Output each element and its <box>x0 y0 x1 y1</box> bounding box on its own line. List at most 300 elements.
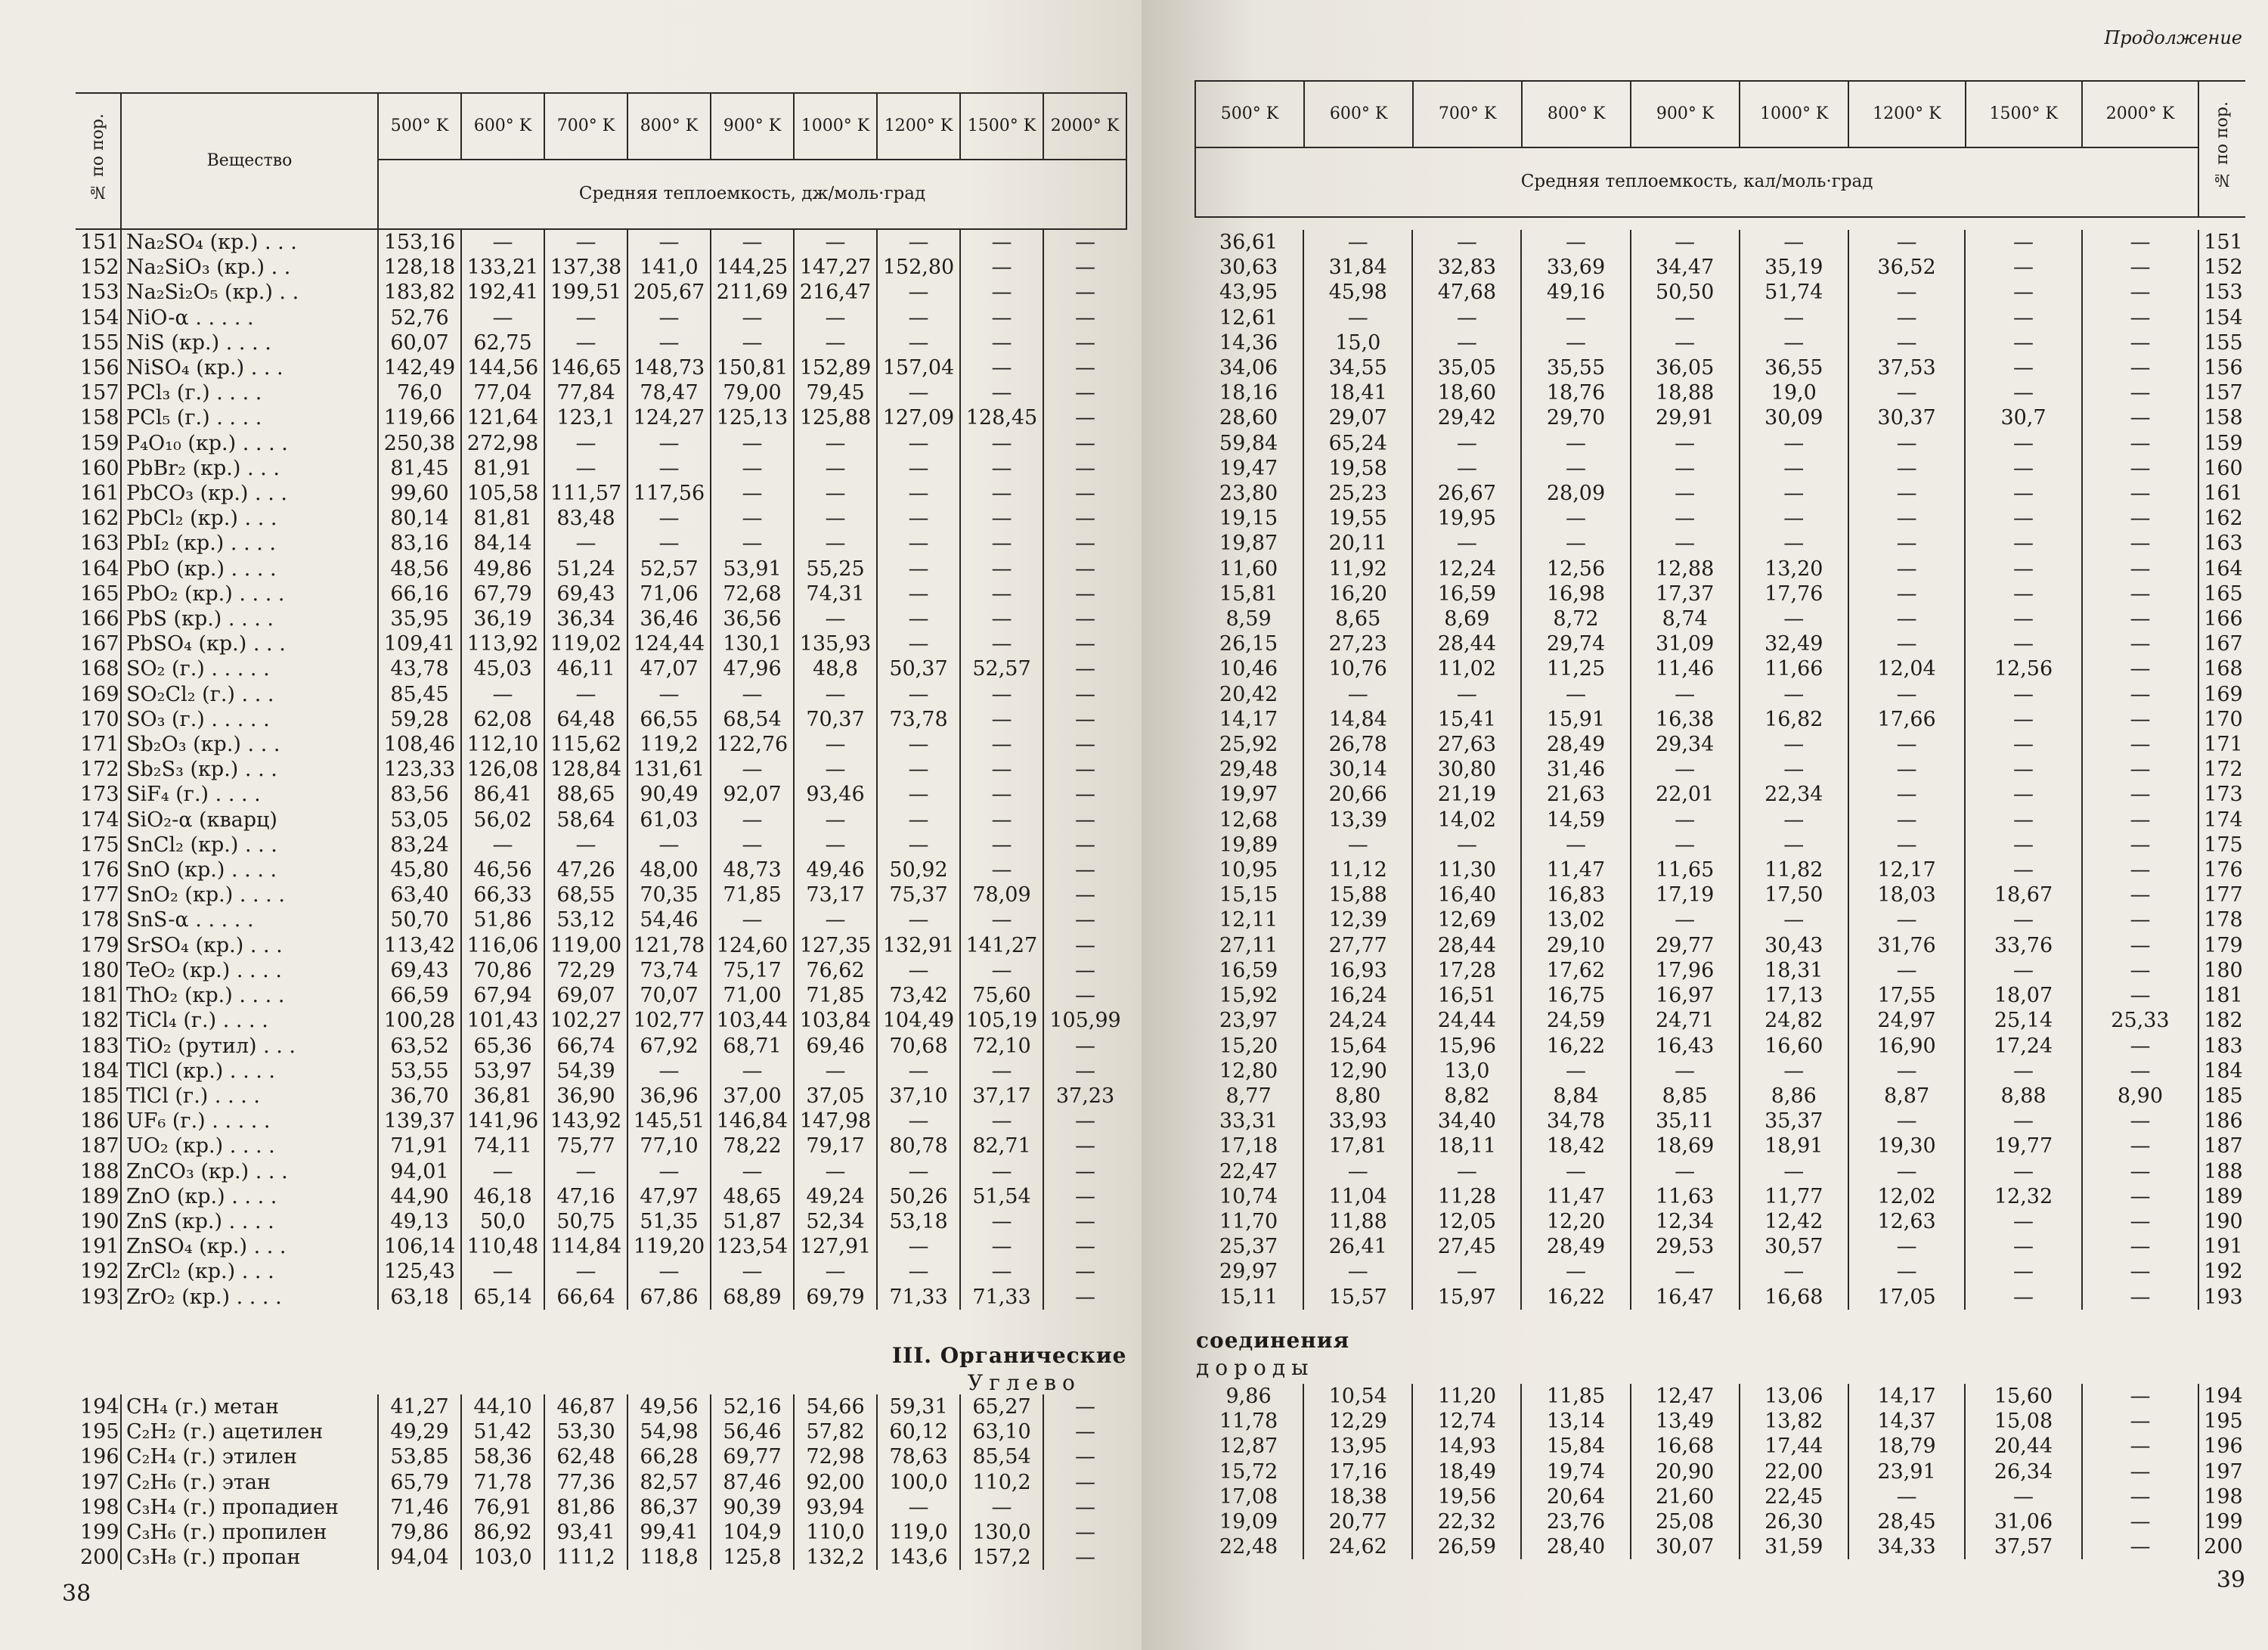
heat-capacity-value: — <box>1965 757 2081 782</box>
table-row <box>1194 456 2245 481</box>
heat-capacity-value: 28,49 <box>1521 732 1630 757</box>
heat-capacity-value: — <box>1740 757 1848 782</box>
table-row <box>1194 1184 2245 1209</box>
heat-capacity-value: 84,14 <box>461 531 544 556</box>
heat-capacity-value: — <box>877 280 960 305</box>
heat-capacity-value: 71,85 <box>794 983 877 1008</box>
heat-capacity-value: — <box>1965 506 2081 531</box>
substance-name: C₂H₆ (г.) этан <box>121 1470 378 1495</box>
heat-capacity-value: — <box>877 380 960 405</box>
heat-capacity-value: 54,39 <box>544 1059 627 1084</box>
heat-capacity-value: 31,59 <box>1740 1534 1848 1559</box>
heat-capacity-value: 81,91 <box>461 456 544 481</box>
temp-header: 1000° K <box>1740 81 1848 147</box>
heat-capacity-value: 53,91 <box>711 557 794 582</box>
row-number: 182 <box>2198 1008 2245 1033</box>
heat-capacity-value: — <box>1740 481 1848 506</box>
heat-capacity-value: 33,76 <box>1965 933 2081 958</box>
heat-capacity-value: 63,40 <box>378 882 461 907</box>
heat-capacity-value: — <box>1521 506 1630 531</box>
heat-capacity-value: 69,79 <box>794 1285 877 1310</box>
heat-capacity-value: 118,8 <box>627 1545 711 1570</box>
heat-capacity-value: — <box>461 305 544 330</box>
row-number: 180 <box>2198 958 2245 983</box>
heat-capacity-value: — <box>960 1059 1043 1084</box>
table-row <box>1194 557 2245 582</box>
substance-name: C₃H₄ (г.) пропадиен <box>121 1495 378 1520</box>
heat-capacity-value: — <box>1631 1159 1740 1184</box>
substance-name: CH₄ (г.) метан <box>121 1394 378 1419</box>
heat-capacity-value: — <box>1965 1209 2081 1234</box>
heat-capacity-value: 59,84 <box>1219 431 1278 455</box>
heat-capacity-value: 28,40 <box>1521 1534 1630 1559</box>
heat-capacity-value: 128,45 <box>960 405 1043 430</box>
heat-capacity-value: 17,96 <box>1631 958 1740 983</box>
heat-capacity-value: — <box>794 682 877 707</box>
heat-capacity-value: — <box>1043 330 1126 355</box>
heat-capacity-value: 18,11 <box>1412 1134 1521 1158</box>
heat-capacity-value: — <box>960 380 1043 405</box>
table-row <box>1194 1384 2245 1409</box>
heat-capacity-value: 11,78 <box>1219 1410 1278 1434</box>
heat-capacity-value: — <box>627 833 711 858</box>
table-row <box>1194 682 2245 707</box>
heat-capacity-value: — <box>1965 1234 2081 1259</box>
heat-capacity-value: — <box>877 1059 960 1084</box>
heat-capacity-value: 31,84 <box>1303 255 1412 280</box>
heat-capacity-value: 49,24 <box>794 1184 877 1209</box>
heat-capacity-value: 29,74 <box>1521 631 1630 656</box>
heat-capacity-value: 48,00 <box>627 858 711 882</box>
heat-capacity-value: — <box>1848 305 1965 330</box>
heat-capacity-value: 24,44 <box>1412 1008 1521 1033</box>
heat-capacity-value: — <box>1043 1444 1126 1469</box>
heat-capacity-value: 45,03 <box>461 656 544 681</box>
heat-capacity-value: 26,78 <box>1303 732 1412 757</box>
heat-capacity-value: 86,37 <box>627 1495 711 1520</box>
substance-name: P₄O₁₀ (кр.) . . . . <box>121 431 378 456</box>
heat-capacity-value: 50,37 <box>877 656 960 681</box>
section-subtitle: дороды <box>1196 1355 1315 1380</box>
heat-capacity-value: 31,46 <box>1521 757 1630 782</box>
row-number: 189 <box>80 1184 119 1208</box>
substance-name: PbBr₂ (кр.) . . . <box>121 456 378 481</box>
heat-capacity-value: — <box>2082 1134 2198 1158</box>
table-row <box>76 1444 1126 1469</box>
heat-capacity-value: — <box>1043 1259 1126 1284</box>
row-number: 169 <box>2198 682 2245 707</box>
heat-capacity-value: 54,98 <box>627 1419 711 1444</box>
heat-capacity-value: — <box>877 1109 960 1134</box>
row-number: 199 <box>80 1521 119 1545</box>
heat-capacity-value: 18,38 <box>1303 1484 1412 1509</box>
heat-capacity-value: — <box>1965 280 2081 305</box>
table-row <box>1194 833 2245 858</box>
heat-capacity-value: — <box>1631 531 1740 556</box>
substance-name: C₃H₆ (г.) пропилен <box>121 1520 378 1545</box>
heat-capacity-value: — <box>711 230 794 255</box>
row-number: 160 <box>2198 456 2245 481</box>
heat-capacity-value: 25,14 <box>1965 1008 2081 1033</box>
heat-capacity-value: 24,59 <box>1521 1008 1630 1033</box>
heat-capacity-value: 11,66 <box>1740 656 1848 681</box>
heat-capacity-value: 33,93 <box>1303 1109 1412 1134</box>
table-row <box>1194 732 2245 757</box>
row-number: 192 <box>2198 1259 2245 1284</box>
heat-capacity-value: — <box>1740 330 1848 355</box>
heat-capacity-value: — <box>1043 1545 1126 1570</box>
heat-capacity-value: 119,0 <box>877 1520 960 1545</box>
heat-capacity-value: 18,79 <box>1848 1434 1965 1459</box>
heat-capacity-value: 51,74 <box>1740 280 1848 305</box>
table-row <box>76 682 1126 707</box>
heat-capacity-value: 32,49 <box>1740 631 1848 656</box>
table-row <box>76 582 1126 606</box>
table-row <box>1194 858 2245 882</box>
heat-capacity-value: 8,84 <box>1521 1084 1630 1109</box>
heat-capacity-value: 113,92 <box>461 631 544 656</box>
heat-capacity-value: — <box>2082 330 2198 355</box>
heat-capacity-value: — <box>2082 456 2198 481</box>
heat-capacity-value: — <box>2082 1534 2198 1559</box>
heat-capacity-value: 144,56 <box>461 355 544 380</box>
heat-capacity-value: 153,16 <box>378 230 461 255</box>
heat-capacity-value: 16,60 <box>1740 1034 1848 1059</box>
heat-capacity-value: — <box>1043 757 1126 782</box>
heat-capacity-value: 52,57 <box>627 557 711 582</box>
table-row <box>76 1285 1126 1310</box>
heat-capacity-value: 20,90 <box>1631 1459 1740 1484</box>
heat-capacity-value: — <box>1303 1259 1412 1284</box>
heat-capacity-value: 116,06 <box>461 933 544 958</box>
heat-capacity-value: 71,33 <box>877 1285 960 1310</box>
heat-capacity-value: 93,41 <box>544 1520 627 1545</box>
heat-capacity-value: 18,07 <box>1965 983 2081 1008</box>
heat-capacity-value: 36,56 <box>711 606 794 631</box>
heat-capacity-value: — <box>627 1159 711 1184</box>
heat-capacity-value: 71,46 <box>378 1495 461 1520</box>
heat-capacity-value: — <box>1848 682 1965 707</box>
heat-capacity-value: 100,0 <box>877 1470 960 1495</box>
table-row <box>76 907 1126 932</box>
table-row <box>76 557 1126 582</box>
page-number: 39 <box>2216 1567 2245 1593</box>
heat-capacity-value: 69,46 <box>794 1034 877 1059</box>
heat-capacity-value: 30,09 <box>1740 405 1848 430</box>
heat-capacity-value: 36,52 <box>1848 255 1965 280</box>
heat-capacity-value: 79,17 <box>794 1134 877 1158</box>
heat-capacity-value: — <box>1848 1109 1965 1134</box>
heat-capacity-value: — <box>1043 255 1126 280</box>
heat-capacity-value: — <box>1848 1234 1965 1259</box>
row-number: 189 <box>2198 1184 2245 1209</box>
heat-capacity-value: 146,65 <box>544 355 627 380</box>
substance-name: Na₂Si₂O₅ (кр.) . . <box>121 280 378 305</box>
heat-capacity-value: 125,8 <box>711 1545 794 1570</box>
heat-capacity-value: 99,41 <box>627 1520 711 1545</box>
row-number: 177 <box>2198 882 2245 907</box>
row-number: 184 <box>80 1059 119 1083</box>
heat-capacity-value: 15,91 <box>1521 707 1630 732</box>
heat-capacity-value: — <box>1965 481 2081 506</box>
table-row <box>1194 481 2245 506</box>
heat-capacity-value: 32,83 <box>1412 255 1521 280</box>
heat-capacity-value: 11,85 <box>1521 1384 1630 1409</box>
heat-capacity-value: — <box>960 305 1043 330</box>
row-number: 159 <box>80 431 119 455</box>
heat-capacity-value: — <box>1043 380 1126 405</box>
substance-name: C₂H₂ (г.) ацетилен <box>121 1419 378 1444</box>
heat-capacity-value: 130,0 <box>960 1520 1043 1545</box>
heat-capacity-value: — <box>711 808 794 833</box>
substance-name: TeO₂ (кр.) . . . . <box>121 958 378 983</box>
table-row <box>76 1394 1126 1419</box>
heat-capacity-value: 60,07 <box>378 330 461 355</box>
heat-capacity-value: 137,38 <box>544 255 627 280</box>
table-row <box>76 732 1126 757</box>
heat-capacity-value: 37,17 <box>960 1084 1043 1109</box>
table-row <box>76 1059 1126 1084</box>
heat-capacity-value: — <box>1412 682 1521 707</box>
heat-capacity-value: 83,16 <box>378 531 461 556</box>
heat-capacity-value: — <box>960 582 1043 606</box>
heat-capacity-value: — <box>1043 1059 1126 1084</box>
heat-capacity-value: 77,10 <box>627 1134 711 1158</box>
heat-capacity-value: 50,92 <box>877 858 960 882</box>
table-row <box>1194 882 2245 907</box>
heat-capacity-value: — <box>960 230 1043 255</box>
heat-capacity-value: 17,37 <box>1631 582 1740 606</box>
heat-capacity-value: 99,60 <box>378 481 461 506</box>
table-row <box>1194 1209 2245 1234</box>
heat-capacity-value: 22,45 <box>1740 1484 1848 1509</box>
heat-capacity-value: — <box>877 808 960 833</box>
heat-capacity-value: 135,93 <box>794 631 877 656</box>
heat-capacity-value: 52,57 <box>960 656 1043 681</box>
substance-name: SO₃ (г.) . . . . . <box>121 707 378 732</box>
heat-capacity-value: 15,57 <box>1303 1285 1412 1310</box>
heat-capacity-value: — <box>1043 230 1126 255</box>
heat-capacity-value: 20,11 <box>1303 531 1412 556</box>
row-number: 190 <box>80 1209 119 1233</box>
row-number: 173 <box>2198 782 2245 807</box>
heat-capacity-value: — <box>1521 305 1630 330</box>
heat-capacity-value: 15,0 <box>1303 330 1412 355</box>
heat-capacity-value: 111,2 <box>544 1545 627 1570</box>
heat-capacity-value: 21,63 <box>1521 782 1630 807</box>
row-number: 199 <box>2198 1509 2245 1534</box>
heat-capacity-value: — <box>1740 1059 1848 1084</box>
heat-capacity-value: 22,48 <box>1219 1535 1278 1559</box>
heat-capacity-value: 70,86 <box>461 958 544 983</box>
heat-capacity-value: 14,02 <box>1412 808 1521 833</box>
heat-capacity-value: 78,47 <box>627 380 711 405</box>
heat-capacity-value: 23,80 <box>1219 482 1278 506</box>
heat-capacity-value: 106,14 <box>378 1234 461 1259</box>
heat-capacity-value: 15,97 <box>1412 1285 1521 1310</box>
heat-capacity-value: — <box>544 1159 627 1184</box>
section-title: III. Органические <box>892 1343 1127 1368</box>
heat-capacity-value: — <box>1848 808 1965 833</box>
heat-capacity-value: 145,51 <box>627 1109 711 1134</box>
heat-capacity-value: — <box>2082 1509 2198 1534</box>
heat-capacity-value: — <box>1631 757 1740 782</box>
heat-capacity-value: — <box>1521 682 1630 707</box>
heat-capacity-value: — <box>1965 682 2081 707</box>
substance-header-label: Вещество <box>206 151 293 171</box>
heat-capacity-value: — <box>1043 1209 1126 1234</box>
heat-capacity-value: — <box>2082 305 2198 330</box>
row-number: 164 <box>80 557 119 581</box>
heat-capacity-value: — <box>1412 1259 1521 1284</box>
row-number: 193 <box>80 1285 119 1309</box>
heat-capacity-value: 77,04 <box>461 380 544 405</box>
heat-capacity-value: — <box>877 1495 960 1520</box>
table-row <box>1194 1534 2245 1559</box>
temp-header: 1200° K <box>877 93 960 160</box>
heat-capacity-value: 13,82 <box>1740 1409 1848 1434</box>
heat-capacity-value: — <box>1631 833 1740 858</box>
heat-capacity-value: 16,38 <box>1631 707 1740 732</box>
heat-capacity-value: 66,74 <box>544 1034 627 1059</box>
heat-capacity-value: — <box>794 907 877 932</box>
heat-capacity-value: — <box>1043 606 1126 631</box>
heat-capacity-value: — <box>1303 305 1412 330</box>
no-header-label: № по пор. <box>88 113 107 201</box>
heat-capacity-value: 25,37 <box>1219 1235 1278 1259</box>
row-number: 157 <box>2198 380 2245 405</box>
heat-capacity-value: 131,61 <box>627 757 711 782</box>
heat-capacity-value: 24,82 <box>1740 1008 1848 1033</box>
heat-capacity-value: 10,46 <box>1219 657 1278 681</box>
table-row <box>1194 1159 2245 1184</box>
heat-capacity-value: — <box>1965 1109 2081 1134</box>
heat-capacity-value: — <box>544 230 627 255</box>
heat-capacity-value: 68,71 <box>711 1034 794 1059</box>
heat-capacity-value: 9,86 <box>1225 1385 1272 1408</box>
heat-capacity-value: — <box>2082 858 2198 882</box>
heat-capacity-value: 19,09 <box>1219 1510 1278 1534</box>
table-row <box>76 808 1126 833</box>
heat-capacity-value: 53,55 <box>378 1059 461 1084</box>
table-row <box>1194 1084 2245 1109</box>
heat-capacity-value: — <box>877 230 960 255</box>
heat-capacity-value: 62,08 <box>461 707 544 732</box>
heat-capacity-value: 48,8 <box>794 656 877 681</box>
row-number: 179 <box>80 933 119 957</box>
table-row <box>76 707 1126 732</box>
heat-capacity-value: 22,00 <box>1740 1459 1848 1484</box>
heat-capacity-value: 51,35 <box>627 1209 711 1234</box>
heat-capacity-value: 18,41 <box>1303 380 1412 405</box>
row-number: 185 <box>80 1084 119 1108</box>
table-row <box>76 255 1126 280</box>
heat-capacity-value: 18,67 <box>1965 882 2081 907</box>
heat-capacity-value: — <box>960 1495 1043 1520</box>
heat-capacity-value: — <box>1740 808 1848 833</box>
table-row <box>1194 1509 2245 1534</box>
heat-capacity-value: — <box>1043 858 1126 882</box>
heat-capacity-value: 28,49 <box>1521 1234 1630 1259</box>
substance-header <box>121 93 378 229</box>
heat-capacity-value: 21,60 <box>1631 1484 1740 1509</box>
heat-capacity-value: — <box>1740 907 1848 932</box>
table-row <box>76 1470 1126 1495</box>
heat-capacity-value: — <box>1043 531 1126 556</box>
heat-capacity-value: 11,46 <box>1631 656 1740 681</box>
heat-capacity-value: — <box>2082 606 2198 631</box>
heat-capacity-value: — <box>2082 405 2198 430</box>
heat-capacity-value: 14,17 <box>1219 707 1278 731</box>
heat-capacity-value: 127,09 <box>877 405 960 430</box>
table-row <box>76 757 1126 782</box>
heat-capacity-value: 77,36 <box>544 1470 627 1495</box>
heat-capacity-value: — <box>1043 280 1126 305</box>
heat-capacity-value: — <box>877 330 960 355</box>
heat-capacity-value: 34,47 <box>1631 255 1740 280</box>
heat-capacity-value: — <box>960 907 1043 932</box>
table-row <box>1194 757 2245 782</box>
heat-capacity-value: 30,63 <box>1219 256 1278 280</box>
heat-capacity-value: 11,77 <box>1740 1184 1848 1209</box>
heat-capacity-value: 17,18 <box>1219 1134 1278 1158</box>
heat-capacity-value: 19,77 <box>1965 1134 2081 1158</box>
heat-capacity-value: — <box>461 682 544 707</box>
heat-capacity-value: — <box>2082 958 2198 983</box>
heat-capacity-value: — <box>544 305 627 330</box>
heat-capacity-value: — <box>2082 1234 2198 1259</box>
heat-capacity-value: — <box>1631 907 1740 932</box>
row-number: 172 <box>80 758 119 782</box>
heat-capacity-value: — <box>1043 682 1126 707</box>
table-row <box>76 531 1126 556</box>
heat-capacity-value: 35,55 <box>1521 355 1630 380</box>
heat-capacity-value: 31,09 <box>1631 631 1740 656</box>
left-header-table <box>76 92 1127 230</box>
heat-capacity-value: 11,92 <box>1303 557 1412 582</box>
heat-capacity-value: — <box>1965 782 2081 807</box>
heat-capacity-value: 68,89 <box>711 1285 794 1310</box>
heat-capacity-value: — <box>1965 431 2081 456</box>
heat-capacity-value: 17,62 <box>1521 958 1630 983</box>
table-row <box>76 882 1126 907</box>
table-row <box>76 355 1126 380</box>
heat-capacity-value: 13,95 <box>1303 1434 1412 1459</box>
heat-capacity-value: 272,98 <box>461 431 544 456</box>
heat-capacity-value: — <box>960 557 1043 582</box>
heat-capacity-value: 24,24 <box>1303 1008 1412 1033</box>
heat-capacity-value: — <box>1043 355 1126 380</box>
table-row <box>76 631 1126 656</box>
heat-capacity-value: 37,57 <box>1965 1534 2081 1559</box>
heat-capacity-value: 17,13 <box>1740 983 1848 1008</box>
heat-capacity-value: 66,28 <box>627 1444 711 1469</box>
heat-capacity-value: 54,66 <box>794 1394 877 1419</box>
heat-capacity-value: 74,11 <box>461 1134 544 1158</box>
heat-capacity-value: 94,01 <box>378 1159 461 1184</box>
temp-header: 1500° K <box>960 93 1043 160</box>
heat-capacity-value: 123,54 <box>711 1234 794 1259</box>
heat-capacity-value: — <box>1043 833 1126 858</box>
heat-capacity-value: — <box>2082 782 2198 807</box>
heat-capacity-value: — <box>1631 506 1740 531</box>
heat-capacity-value: — <box>2082 355 2198 380</box>
heat-capacity-value: 34,06 <box>1219 356 1278 380</box>
heat-capacity-value: — <box>1740 833 1848 858</box>
heat-capacity-value: 50,26 <box>877 1184 960 1209</box>
heat-capacity-value: 24,62 <box>1303 1534 1412 1559</box>
heat-capacity-value: 47,16 <box>544 1184 627 1209</box>
